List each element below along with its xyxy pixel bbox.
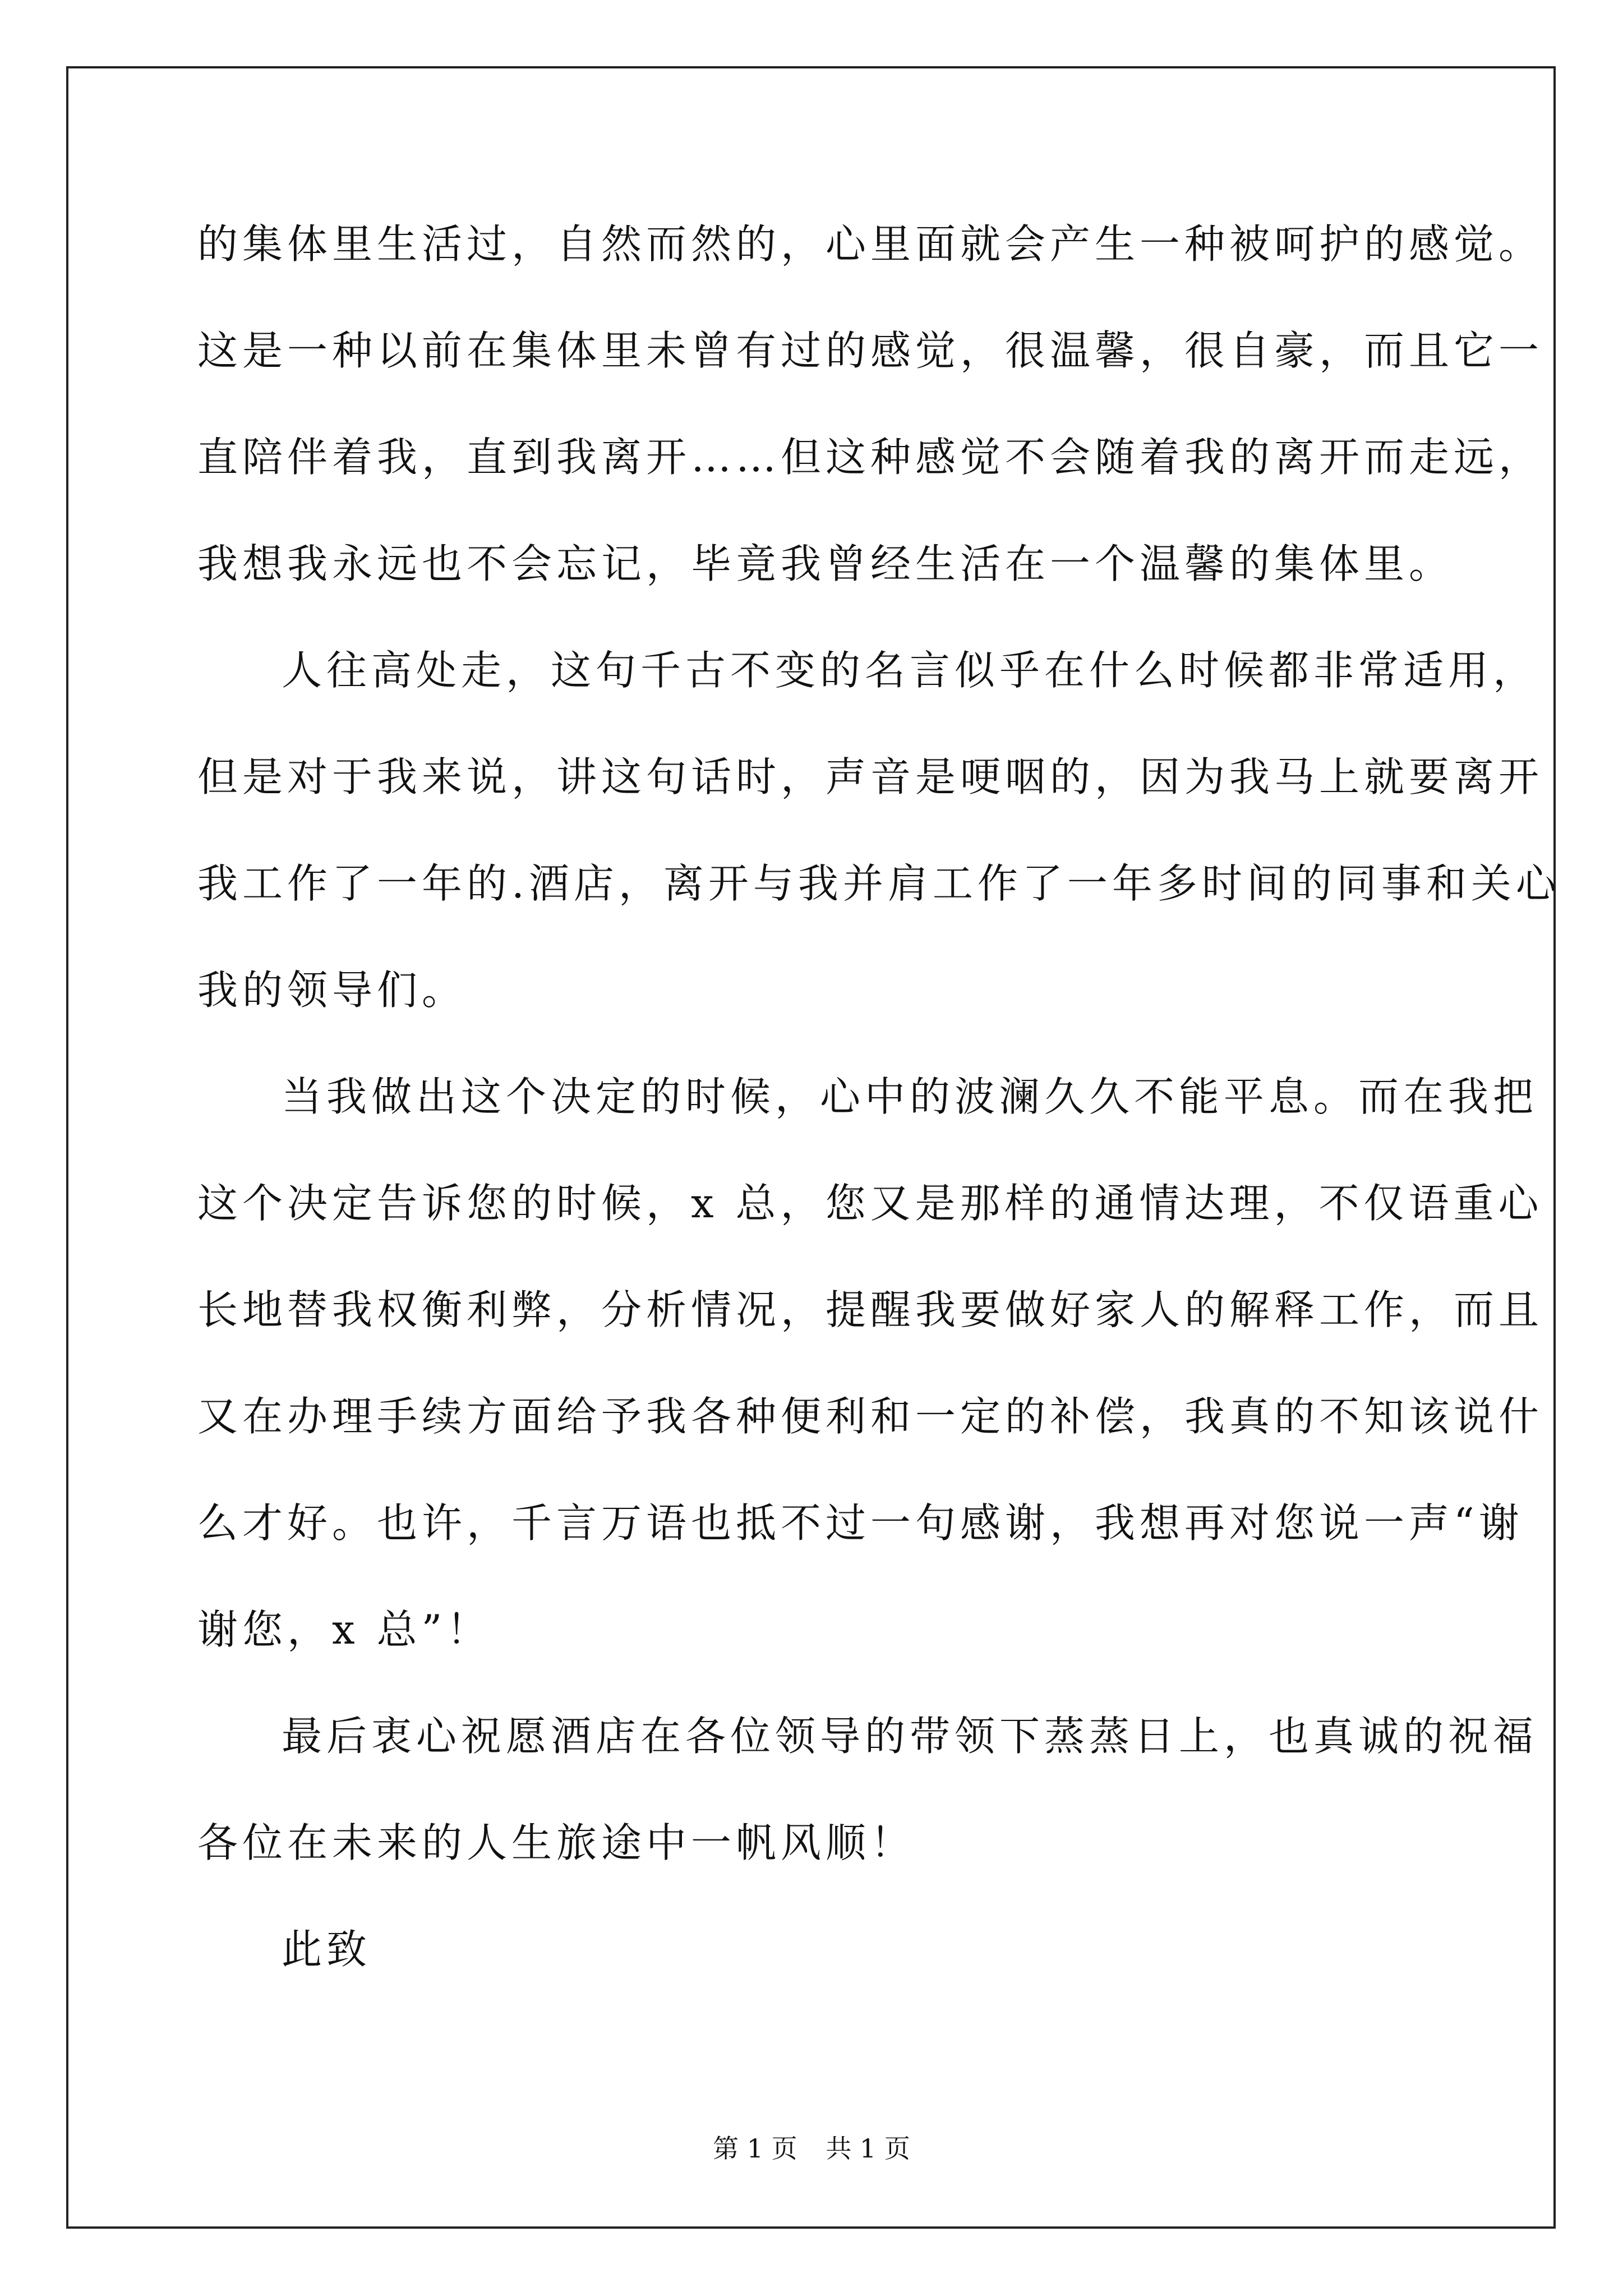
text-line: 直陪伴着我，直到我离开……但这种感觉不会随着我的离开而走远， [197, 434, 1544, 481]
paragraph-first-line: 最后衷心祝愿酒店在各位领导的带领下蒸蒸日上，也真诚的祝福 [282, 1713, 1538, 1760]
page-number-current: 第 1 页 [713, 2133, 797, 2164]
text-line: 长地替我权衡利弊，分析情况，提醒我要做好家人的解释工作，而且 [197, 1286, 1544, 1333]
text-line: 我想我永远也不会忘记，毕竟我曾经生活在一个温馨的集体里。 [197, 540, 1454, 587]
page-footer [0, 2132, 1623, 2165]
text-line: 各位在未来的人生旅途中一帆风顺！ [197, 1819, 916, 1866]
text-line: 这个决定告诉您的时候，x 总，您又是那样的通情达理，不仅语重心 [197, 1180, 1543, 1227]
text-line: 又在办理手续方面给予我各种便利和一定的补偿，我真的不知该说什 [197, 1393, 1544, 1440]
text-line: 但是对于我来说，讲这句话时，声音是哽咽的，因为我马上就要离开 [197, 753, 1544, 800]
text-line: 我工作了一年的.酒店，离开与我并肩工作了一年多时间的同事和关心 [197, 860, 1561, 907]
text-line: 这是一种以前在集体里未曾有过的感觉，很温馨，很自豪，而且它一 [197, 327, 1544, 374]
closing-salutation: 此致 [282, 1926, 372, 1973]
page-number-total: 共 1 页 [826, 2133, 910, 2164]
document-body [197, 191, 1561, 2003]
text-line: 么才好。也许，千言万语也抵不过一句感谢，我想再对您说一声“谢 [197, 1499, 1524, 1547]
paragraph-first-line: 人往高处走，这句千古不变的名言似乎在什么时候都非常适用， [282, 647, 1538, 694]
paragraph-first-line: 当我做出这个决定的时候，心中的波澜久久不能平息。而在我把 [282, 1073, 1538, 1120]
text-line: 的集体里生活过，自然而然的，心里面就会产生一种被呵护的感觉。 [197, 220, 1544, 268]
text-line: 我的领导们。 [197, 967, 467, 1014]
text-line: 谢您，x 总”！ [197, 1606, 492, 1653]
